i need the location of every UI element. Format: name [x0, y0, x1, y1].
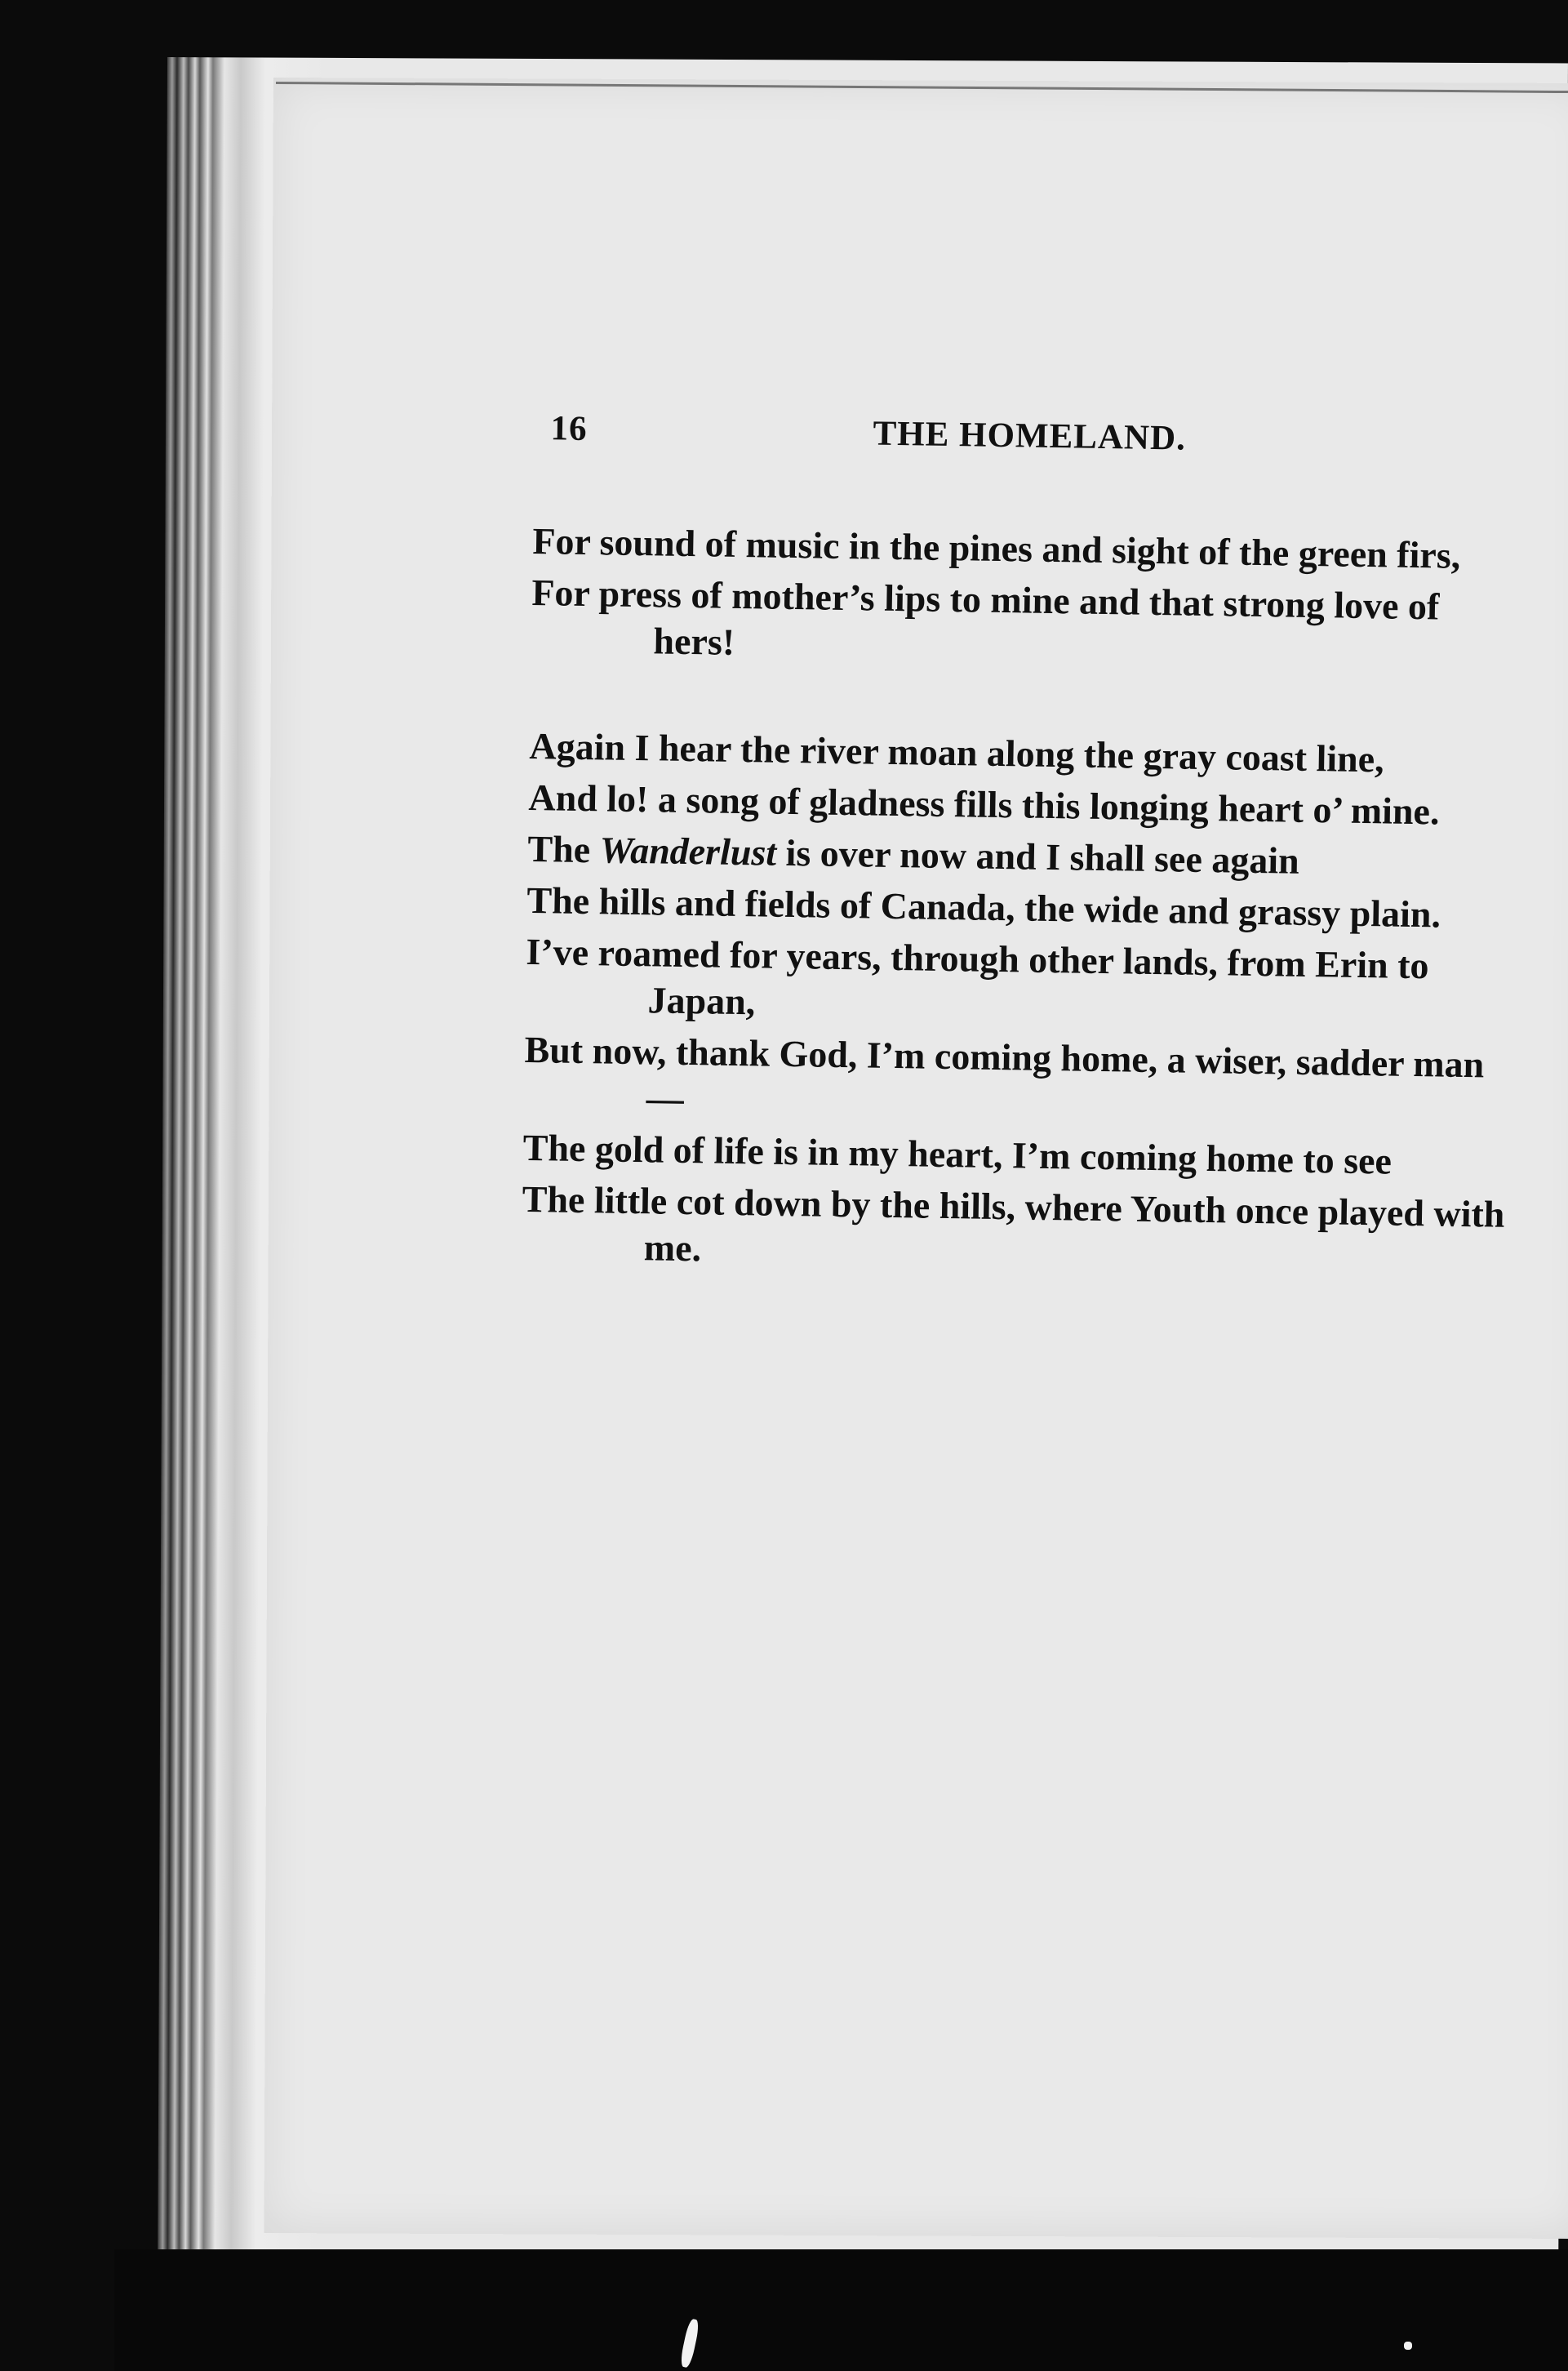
line-text-before: The	[527, 827, 601, 871]
stanza-2	[521, 723, 1517, 1284]
poem-line: Again I hear the river moan along the gray coast line,	[529, 724, 1385, 781]
poem-line: And lo! a song of gladness fills this longing heart o’ mine.	[528, 776, 1440, 833]
bottom-dark-border	[114, 2249, 1568, 2371]
page-number: 16	[550, 409, 588, 449]
poem-line: The hills and fields of Canada, the wide and grassy plain.	[526, 879, 1441, 936]
stanza-1	[531, 518, 1521, 678]
poem-line: I’ve roamed for years, through other lands, from Erin to Japan,	[526, 930, 1429, 1023]
line-text-after: is over now and I shall see again	[775, 831, 1300, 882]
poem-line	[527, 825, 1516, 887]
poem-line: But now, thank God, I’m coming home, a wiser, sadder man—	[524, 1028, 1485, 1119]
scan-speck	[1404, 2342, 1412, 2350]
poem-line: The gold of life is in my heart, I’m coming home to see	[522, 1126, 1393, 1182]
poem-line: For press of mother’s lips to mine and that strong love of hers!	[531, 571, 1440, 663]
italic-word: Wanderlust	[599, 829, 777, 874]
poem-line: The little cot down by the hills, where Youth once played with me.	[522, 1177, 1505, 1270]
text-block	[521, 408, 1522, 1289]
poem-line: For sound of music in the pines and sight of the green firs,	[532, 519, 1461, 576]
running-title: THE HOMELAND.	[873, 414, 1187, 458]
